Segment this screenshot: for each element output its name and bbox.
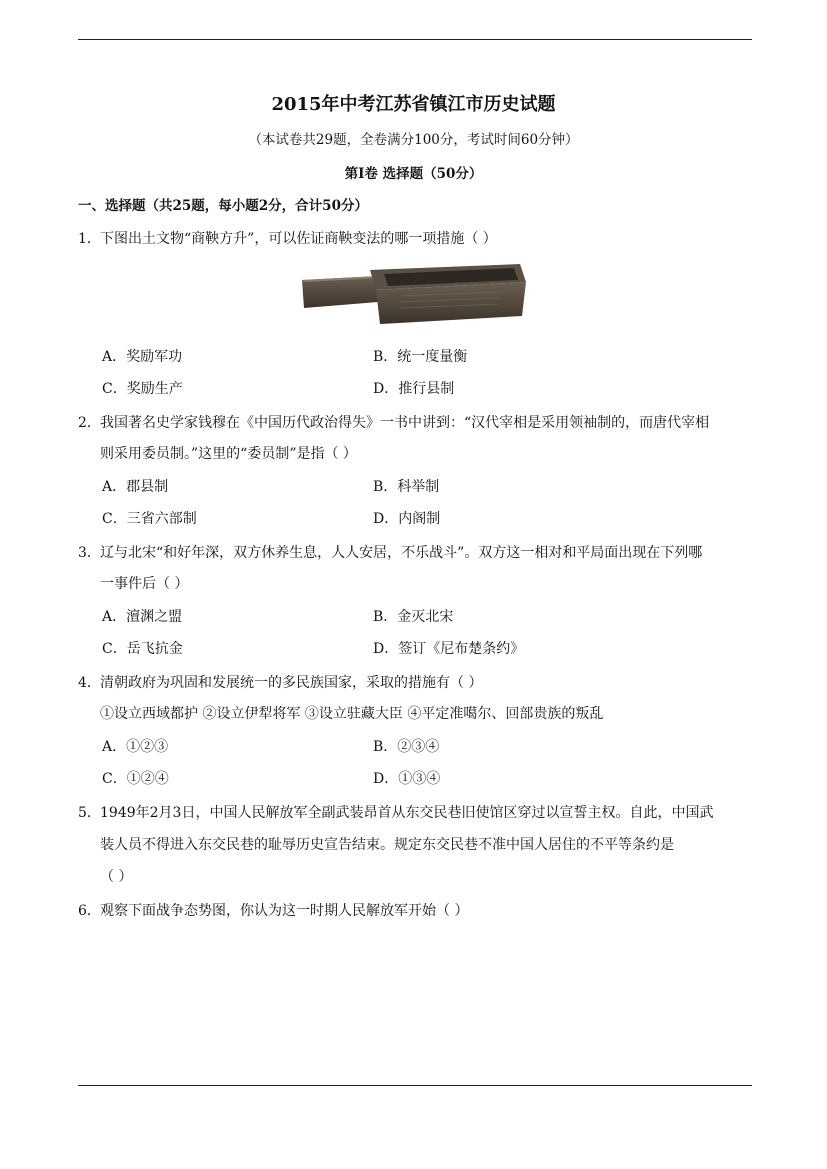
option-c: C．①②④ [102,771,169,787]
question-number: 1． [78,231,101,247]
question-text-continued: 一事件后（ ） [100,576,189,592]
option-a: A．奖励军功 [102,349,183,365]
header-rule [78,39,752,40]
footer-rule [78,1085,752,1086]
option-c: C．三省六部制 [102,511,197,527]
question-5 [78,802,713,822]
exam-subtitle: （本试卷共29题，全卷满分100分，考试时间60分钟） [248,132,579,148]
question-1 [78,228,497,248]
question-text-continued: 装人员不得进入东交民巷的耻辱历史宣告结束。规定东交民巷不准中国人居住的不平等条约是 [100,837,674,853]
question-4 [78,672,482,692]
question-text-continued: （ ） [100,869,133,885]
option-d: D．签订《尼布楚条约》 [373,641,525,657]
option-b: B．②③④ [373,739,440,755]
question-number: 2． [78,415,101,431]
section-heading: 一、选择题（共25题，每小题2分，合计50分） [78,198,368,214]
option-d: D．内阁制 [373,511,441,527]
question-number: 3． [78,545,101,561]
option-b: B．金灭北宋 [373,609,454,625]
question-3 [78,542,702,562]
question-text: 1949年2月3日，中国人民解放军全副武装昂首从东交民巷旧使馆区穿过以宣誓主权。自此，中国武 [100,805,714,821]
question-statements: ①设立西域都护 ②设立伊犁将军 ③设立驻藏大臣 ④平定准噶尔、回部贵族的叛乱 [100,706,604,722]
question-6 [78,900,468,920]
option-d: D．推行县制 [373,381,455,397]
question-text: 清朝政府为巩固和发展统一的多民族国家，采取的措施有（ ） [100,675,483,691]
option-c: C．岳飞抗金 [102,641,183,657]
part-heading: 第I卷 选择题（50分） [344,166,483,182]
question-text: 辽与北宋“和好年深，双方休养生息，人人安居，不乐战斗”。双方这一相对和平局面出现在下列哪 [100,545,703,561]
question-number: 6． [78,903,101,919]
question-number: 4． [78,675,101,691]
question-text: 观察下面战争态势图，你认为这一时期人民解放军开始（ ） [100,903,469,919]
option-d: D．①③④ [373,771,441,787]
question-text: 我国著名史学家钱穆在《中国历代政治得失》一书中讲到：“汉代宰相是采用领袖制的，而唐代宰相 [100,415,710,431]
option-c: C．奖励生产 [102,381,183,397]
option-a: A．澶渊之盟 [102,609,183,625]
shang-yang-measure-image [300,262,528,328]
question-text: 下图出土文物“商鞅方升”，可以佐证商鞅变法的哪一项措施（ ） [100,231,497,247]
option-b: B．统一度量衡 [373,349,468,365]
option-b: B．科举制 [373,479,440,495]
question-number: 5． [78,805,101,821]
question-2 [78,412,709,432]
option-a: A．①②③ [102,739,169,755]
question-text-continued: 则采用委员制。”这里的“委员制”是指（ ） [100,446,357,462]
option-a: A．郡县制 [102,479,169,495]
exam-title: 2015年中考江苏省镇江市历史试题 [271,94,556,115]
